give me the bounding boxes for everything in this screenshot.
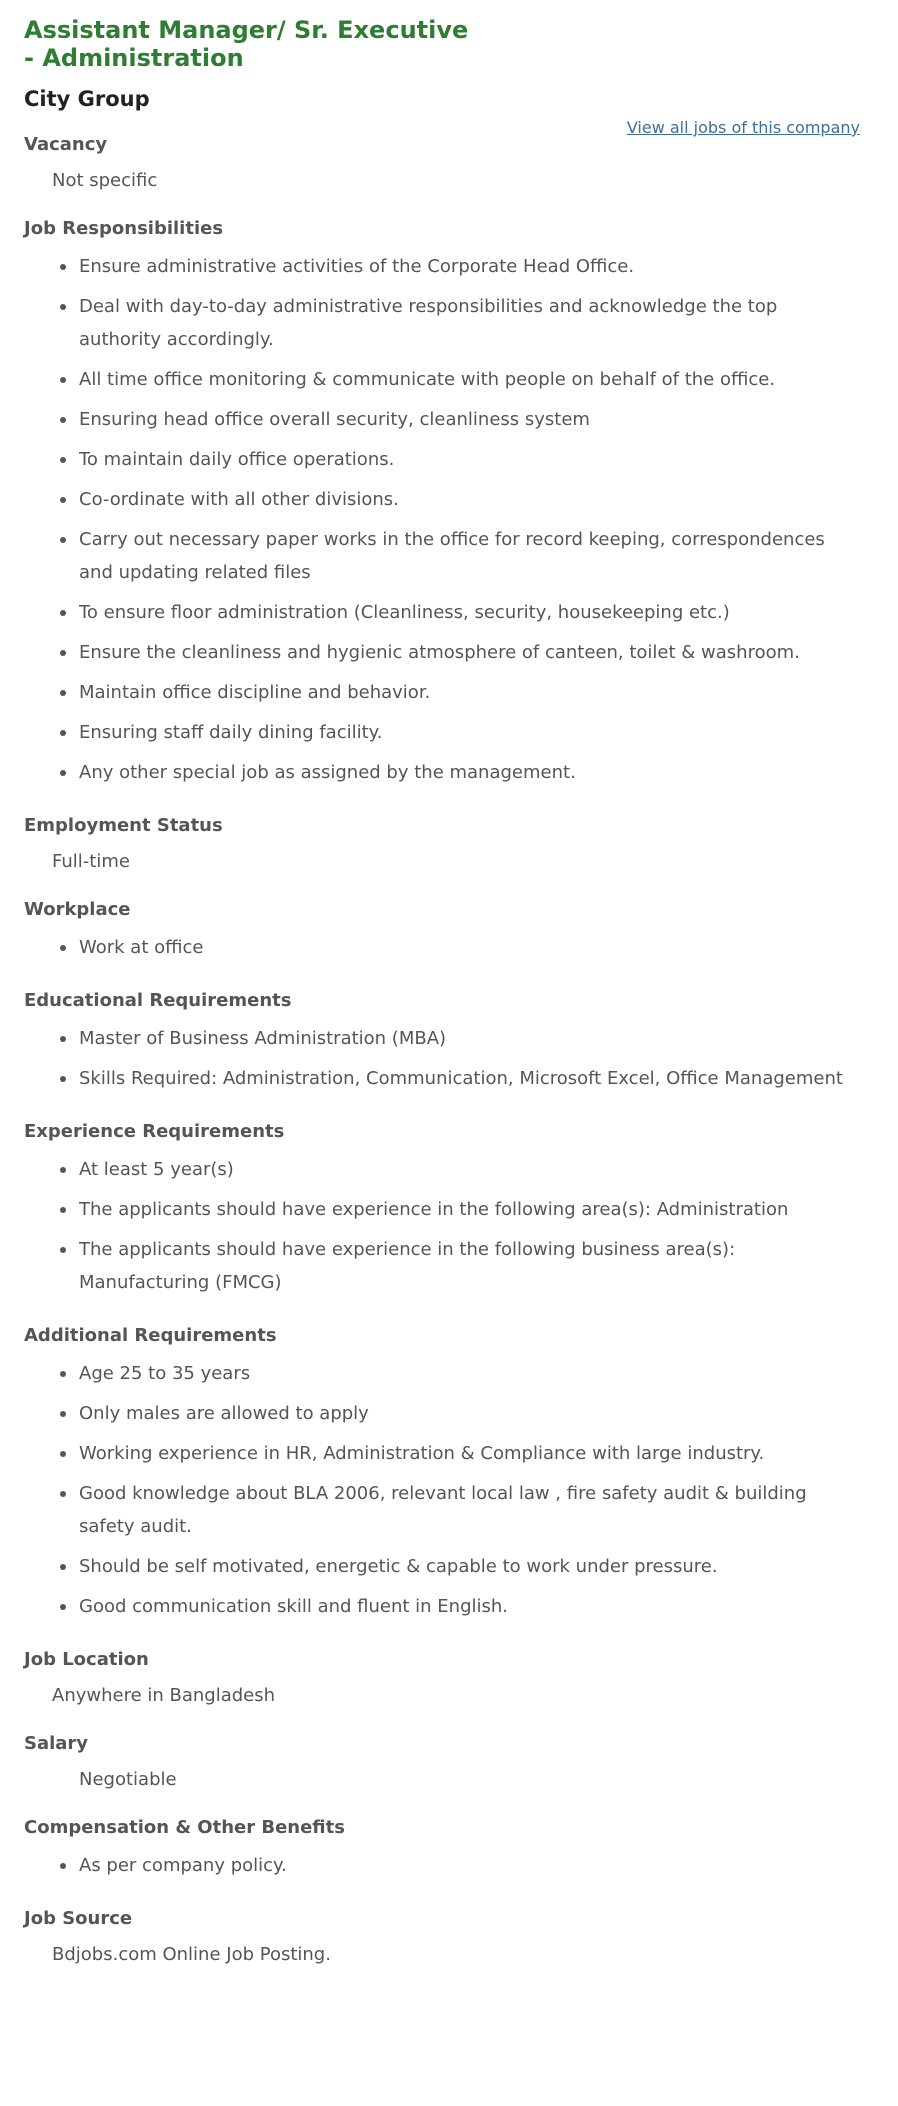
- salary-value: Negotiable: [79, 1769, 177, 1790]
- list-item: Good knowledge about BLA 2006, relevant local law , fire safety audit & building safety audit.: [79, 1477, 860, 1543]
- list-item: To ensure floor administration (Cleanliness, security, housekeeping etc.): [79, 596, 860, 629]
- workplace-list: [24, 931, 860, 964]
- list-item: Work at office: [79, 931, 860, 964]
- list-item: Should be self motivated, energetic & capable to work under pressure.: [79, 1550, 860, 1583]
- section-heading: Additional Requirements: [24, 1325, 277, 1346]
- benefits-list: [24, 1849, 860, 1882]
- job-location-value: Anywhere in Bangladesh: [52, 1685, 276, 1706]
- list-item: Any other special job as assigned by the management.: [79, 756, 860, 789]
- company-name: City Group: [24, 87, 150, 111]
- section-heading: Vacancy: [24, 134, 108, 155]
- list-item: Age 25 to 35 years: [79, 1357, 860, 1390]
- section-heading: Salary: [24, 1733, 89, 1754]
- list-item: Deal with day-to-day administrative responsibilities and acknowledge the top authority accordingly.: [79, 290, 860, 356]
- list-item: The applicants should have experience in the following business area(s): Manufacturing (FMCG): [79, 1233, 860, 1299]
- vacancy-section: [24, 134, 860, 192]
- responsibilities-list: [24, 250, 860, 789]
- experience-section: [24, 1121, 860, 1299]
- job-location-section: [24, 1649, 860, 1707]
- experience-list: [24, 1153, 860, 1299]
- job-source-value: Bdjobs.com Online Job Posting.: [52, 1944, 331, 1965]
- list-item: Master of Business Administration (MBA): [79, 1022, 860, 1055]
- job-source-section: [24, 1908, 860, 1966]
- section-heading: Job Location: [24, 1649, 149, 1670]
- salary-section: [24, 1733, 860, 1791]
- list-item: The applicants should have experience in the following area(s): Administration: [79, 1193, 860, 1226]
- section-heading: Job Source: [24, 1908, 133, 1929]
- list-item: Ensuring head office overall security, cleanliness system: [79, 403, 860, 436]
- additional-requirements-section: [24, 1325, 860, 1623]
- employment-status-value: Full-time: [52, 851, 130, 872]
- section-heading: Workplace: [24, 899, 131, 920]
- list-item: Co-ordinate with all other divisions.: [79, 483, 860, 516]
- section-heading: Experience Requirements: [24, 1121, 285, 1142]
- additional-requirements-list: [24, 1357, 860, 1623]
- section-heading: Job Responsibilities: [24, 218, 224, 239]
- responsibilities-section: [24, 218, 860, 789]
- vacancy-value: Not specific: [52, 170, 158, 191]
- list-item: All time office monitoring & communicate with people on behalf of the office.: [79, 363, 860, 396]
- list-item: Working experience in HR, Administration & Compliance with large industry.: [79, 1437, 860, 1470]
- list-item: As per company policy.: [79, 1849, 860, 1882]
- view-all-jobs-link[interactable]: View all jobs of this company: [626, 118, 860, 137]
- list-item: Good communication skill and fluent in English.: [79, 1590, 860, 1623]
- benefits-section: [24, 1817, 860, 1882]
- job-details: [24, 16, 860, 1966]
- section-heading: Compensation & Other Benefits: [24, 1817, 345, 1838]
- list-item: At least 5 year(s): [79, 1153, 860, 1186]
- list-item: Ensuring staff daily dining facility.: [79, 716, 860, 749]
- section-heading: Educational Requirements: [24, 990, 292, 1011]
- list-item: Only males are allowed to apply: [79, 1397, 860, 1430]
- list-item: To maintain daily office operations.: [79, 443, 860, 476]
- list-item: Maintain office discipline and behavior.: [79, 676, 860, 709]
- education-list: [24, 1022, 860, 1095]
- list-item: Skills Required: Administration, Communication, Microsoft Excel, Office Management: [79, 1062, 860, 1095]
- section-heading: Employment Status: [24, 815, 223, 836]
- list-item: Carry out necessary paper works in the office for record keeping, correspondences and updating related files: [79, 523, 860, 589]
- list-item: Ensure administrative activities of the Corporate Head Office.: [79, 250, 860, 283]
- list-item: Ensure the cleanliness and hygienic atmosphere of canteen, toilet & washroom.: [79, 636, 860, 669]
- employment-status-section: [24, 815, 860, 873]
- education-section: [24, 990, 860, 1095]
- workplace-section: [24, 899, 860, 964]
- job-title: Assistant Manager/ Sr. Executive - Administration: [24, 16, 469, 72]
